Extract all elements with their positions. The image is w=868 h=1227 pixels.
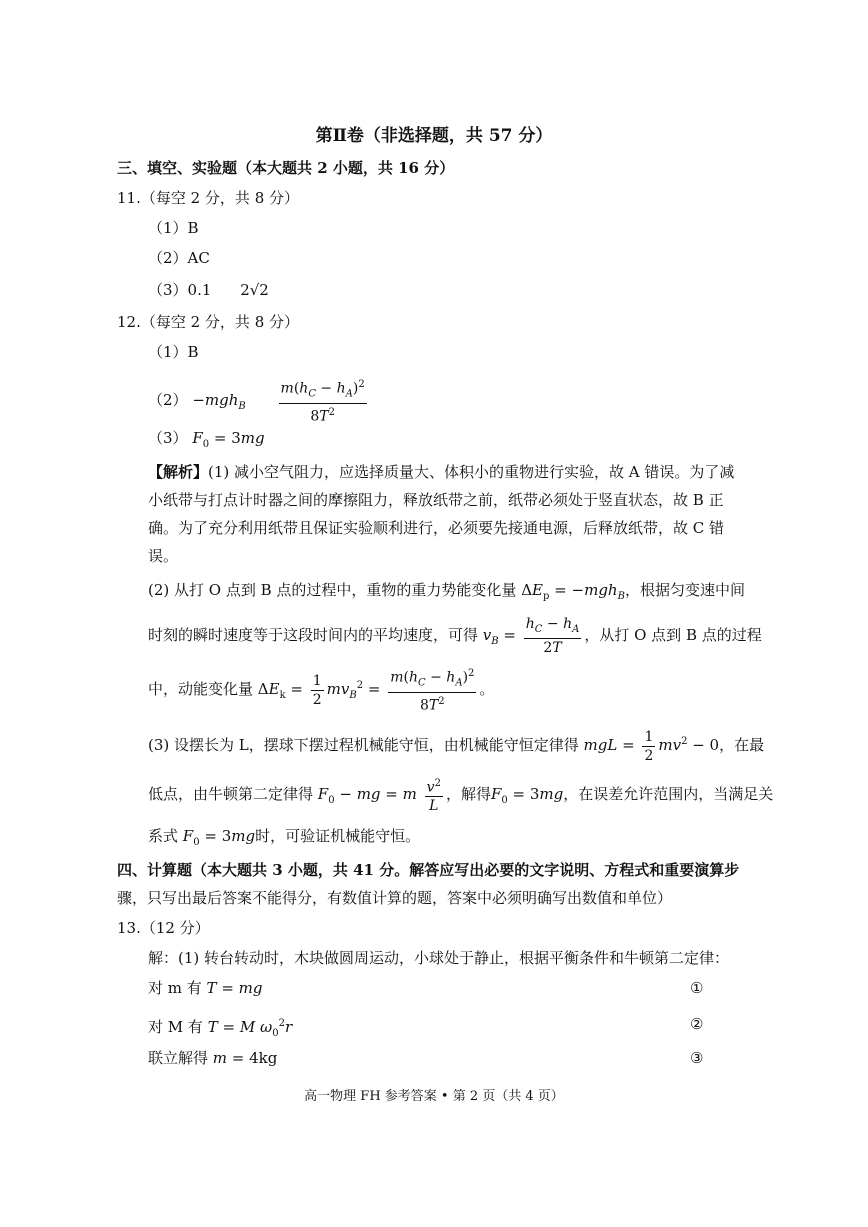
analysis-2-line-3: 中，动能变化量 $\Delta E_k$ = $\frac{1}{2}$ $mv_B^2$ = $\frac{m(h_C - h_A)^2}{8T^2}$ 。 (148, 664, 494, 708)
equation-marker-2: ② (690, 1015, 704, 1033)
q11-answer-3b: 2√2 (240, 281, 269, 299)
equation-marker-1: ① (690, 979, 704, 997)
analysis-2-line-1: (2) 从打 O 点到 B 点的过程中，重物的重力势能变化量 $\Delta E_p = -mgh_B$，根据匀变速中间 (148, 581, 745, 602)
q13-heading: 13.（12 分） (117, 919, 210, 937)
q13-equation-2: 对 M 有 T = M $\omega_0^2r$ (148, 1018, 293, 1039)
q13-equation-1: 对 m 有 T = mg (148, 979, 263, 997)
q11-answer-3: （3）0.1 2√2 (148, 281, 269, 299)
analysis-3-line-3: 系式 $F_0 = 3mg$时，可验证机械能守恒。 (148, 827, 421, 848)
analysis-3-line-1: (3) 设摆长为 L，摆球下摆过程机械能守恒，由机械能守恒定律得 mgL = $\frac{1}{2}$ $mv^2 - 0$，在最 (148, 728, 765, 764)
q12-answer-1: （1）B (148, 343, 199, 361)
equation-marker-3: ③ (690, 1049, 704, 1067)
analysis-line-1: 【解析】(1) 减小空气阻力，应选择质量大、体积小的重物进行实验，故 A 错误。为了减 (148, 463, 735, 481)
q13-equation-3: 联立解得 m = 4kg (148, 1049, 278, 1067)
analysis-label: 【解析】 (148, 463, 209, 481)
section-4-heading-cont: 骤，只写出最后答案不能得分，有数值计算的题，答案中必须明确写出数值和单位） (117, 889, 673, 907)
analysis-line-3: 确。为了充分利用纸带且保证实验顺利进行，必须要先接通电源，后释放纸带，故 C 错 (148, 519, 725, 537)
q11-heading: 11.（每空 2 分，共 8 分） (117, 189, 300, 207)
section-4-heading: 四、计算题（本大题共 3 小题，共 41 分。解答应写出必要的文字说明、方程式和重要演算步 (117, 861, 740, 879)
analysis-3-line-2: 低点，由牛顿第二定律得 $F_0$ − mg = m $\frac{v^2}{L}$ ，解得$F_0 = 3mg$，在误差允许范围内，当满足关 (148, 772, 773, 816)
q12-answer-2: （2） −mgh$_B$ $\frac{m(h_C - h_A)^2}{8T^2}$ (148, 376, 370, 416)
page-footer: 高一物理 FH 参考答案 • 第 2 页（共 4 页） (304, 1089, 564, 1104)
q12-formula-fraction: $\frac{m(h_C - h_A)^2}{8T^2}$ (279, 376, 367, 426)
q11-answer-2: （2）AC (148, 249, 210, 267)
analysis-2-line-2: 时刻的瞬时速度等于这段时间内的平均速度，可得 $v_B$ = $\frac{h_C - h_A}{2T}$ ，从打 O 点到 B 点的过程 (148, 615, 762, 657)
q12-heading: 12.（每空 2 分，共 8 分） (117, 313, 300, 331)
q11-answer-1: （1）B (148, 219, 199, 237)
q13-solution-intro: 解：(1) 转台转动时，木块做圆周运动，小球处于静止，根据平衡条件和牛顿第二定律： (148, 949, 730, 967)
section-3-heading: 三、填空、实验题（本大题共 2 小题，共 16 分） (117, 159, 455, 177)
analysis-line-4: 误。 (148, 547, 179, 565)
q12-answer-3: （3） $F_0 = 3mg$ (148, 429, 265, 450)
page-title: 第Ⅱ卷（非选择题，共 57 分） (315, 126, 553, 146)
analysis-line-2: 小纸带与打点计时器之间的摩擦阻力，释放纸带之前，纸带必须处于竖直状态，故 B 正 (148, 491, 724, 509)
